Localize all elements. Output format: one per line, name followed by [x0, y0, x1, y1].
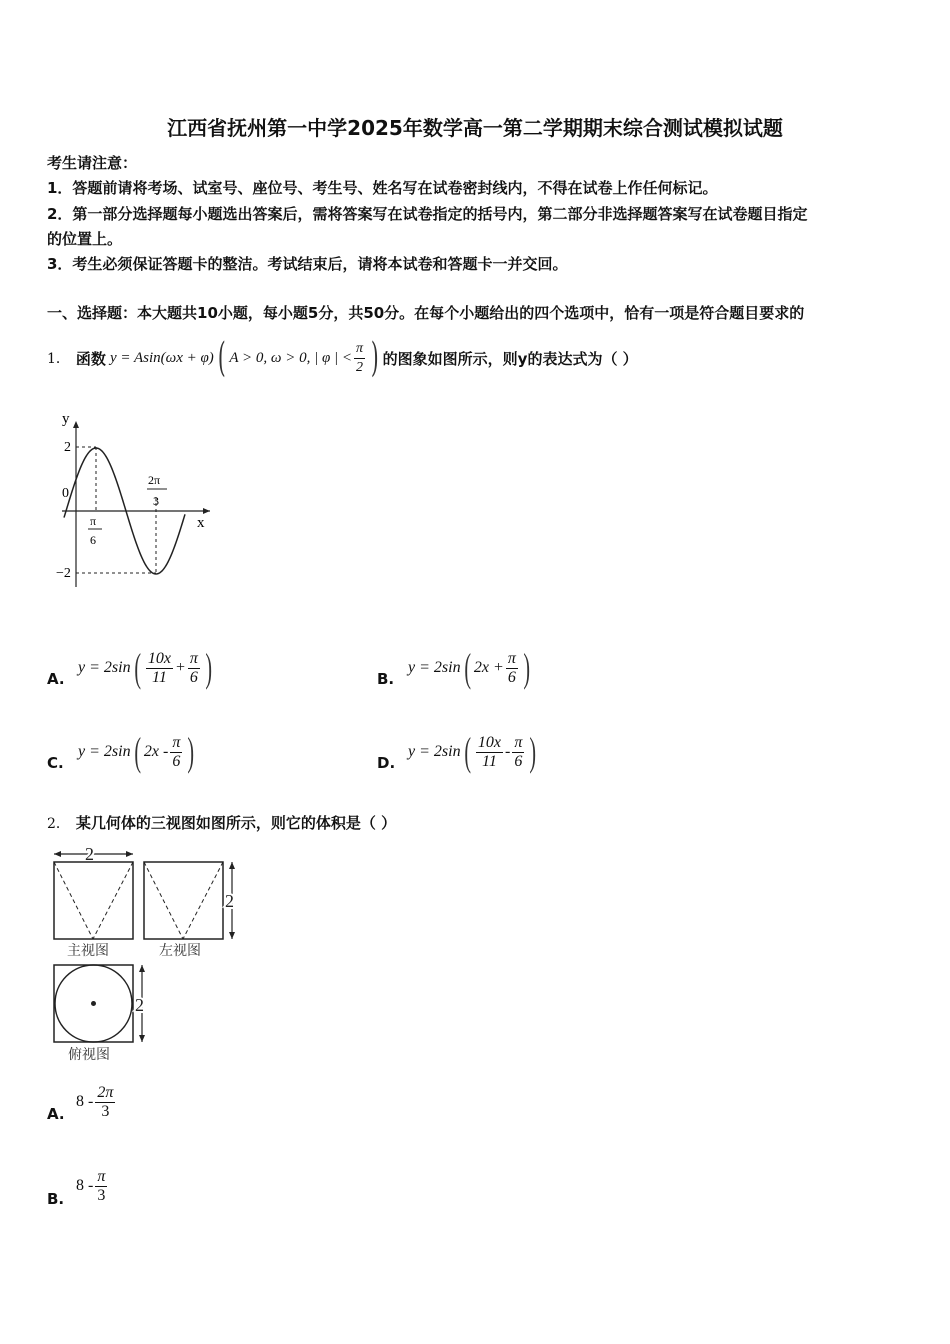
option-d-frac2	[512, 734, 524, 771]
condition: A > 0, ω > 0, | φ | <	[229, 349, 353, 366]
frac-num: 10x	[147, 649, 172, 667]
question-1	[47, 336, 638, 380]
frac-den: 3	[97, 1186, 106, 1204]
paren-left: (	[217, 335, 226, 381]
q2-option-b-lead: 8 -	[76, 1177, 94, 1194]
notice-item-1: 1．答题前请将考场、试室号、座位号、考生号、姓名写在试卷密封线内，不得在试卷上作任何标记。	[47, 179, 718, 197]
option-c-pre: 2x -	[143, 743, 169, 760]
question-number: 2．	[47, 816, 70, 832]
option-b[interactable]	[408, 644, 533, 692]
question-text: 某几何体的三视图如图所示，则它的体积是（ ）	[75, 814, 397, 832]
origin-label: 0	[62, 486, 69, 501]
x-axis-arrow	[203, 508, 210, 514]
frac-den: 6	[514, 752, 523, 770]
sine-graph	[50, 405, 225, 590]
frac-num: π	[354, 340, 365, 359]
frac-num: 10x	[477, 733, 502, 751]
q2-option-b-label[interactable]: B.	[47, 1190, 65, 1208]
condition-fraction	[354, 340, 365, 377]
option-d-frac1	[476, 734, 503, 771]
option-b-label[interactable]: B.	[377, 670, 395, 688]
front-dash-2	[93, 862, 133, 939]
side-dash-1	[144, 862, 183, 939]
front-view-rect	[54, 862, 133, 939]
frac-num: π	[514, 733, 523, 751]
frac-num: 2π	[97, 1083, 114, 1101]
paren-left: (	[133, 645, 141, 690]
option-d-lead: y = 2sin	[408, 743, 461, 760]
frac-den: 11	[482, 752, 497, 770]
option-a-op: +	[175, 659, 186, 676]
option-b-pre: 2x +	[473, 659, 504, 676]
option-c-lead: y = 2sin	[78, 743, 131, 760]
frac-den: 11	[152, 668, 167, 686]
y-label: y	[62, 411, 70, 427]
q2-option-a[interactable]	[76, 1078, 117, 1126]
q2-option-a-frac	[95, 1084, 115, 1121]
front-view-label: 主视图	[67, 943, 109, 959]
top-view-label: 俯视图	[68, 1047, 110, 1063]
page-title: 江西省抚州第一中学2025年数学高一第二学期期末综合测试模拟试题	[167, 116, 783, 140]
section-heading: 一、选择题：本大题共10小题，每小题5分，共50分。在每个小题给出的四个选项中，恰有一项是符合题目要求的	[47, 304, 805, 322]
top-view-center	[91, 1001, 96, 1006]
notice-item-3: 3．考生必须保证答题卡的整洁。考试结束后，请将本试卷和答题卡一并交回。	[47, 255, 568, 273]
function-formula: y = Asin(ωx + φ)	[109, 349, 214, 366]
option-d-op: -	[505, 743, 511, 760]
y-top-label: 2	[64, 440, 71, 455]
arrow-up	[229, 862, 235, 869]
frac-den: 2	[356, 359, 364, 375]
q2-option-b-frac	[95, 1168, 107, 1205]
side-view-label: 左视图	[159, 943, 201, 959]
option-d[interactable]	[408, 728, 540, 776]
arrow-down	[139, 1035, 145, 1042]
front-dash-1	[54, 862, 93, 939]
frac-num: π	[189, 649, 198, 667]
option-c[interactable]	[78, 728, 198, 776]
arrow-down	[229, 932, 235, 939]
paren-left: (	[463, 729, 471, 774]
x-label: x	[197, 515, 205, 531]
arrow-up	[139, 965, 145, 972]
side-dim-label: 2	[225, 891, 234, 911]
option-b-lead: y = 2sin	[408, 659, 461, 676]
side-dash-2	[183, 862, 223, 939]
paren-left: (	[463, 645, 471, 690]
paren-right: )	[523, 645, 530, 690]
front-dim-label: 2	[85, 844, 94, 864]
frac-den: 3	[101, 1102, 110, 1120]
frac-num: π	[172, 733, 181, 751]
notice-item-2-cont: 的位置上。	[47, 230, 123, 248]
arrow-left	[54, 851, 61, 857]
frac-num: π	[97, 1167, 106, 1185]
option-d-label[interactable]: D.	[377, 754, 396, 772]
paren-right: )	[187, 729, 195, 774]
option-b-frac	[506, 650, 518, 687]
arrow-right	[126, 851, 133, 857]
option-c-label[interactable]: C.	[47, 754, 64, 772]
q2-option-a-lead: 8 -	[76, 1093, 94, 1110]
q2-option-b[interactable]	[76, 1162, 109, 1210]
tick-2pi3-num: 2π	[148, 473, 161, 487]
question-suffix: 的图象如图所示，则y的表达式为（ ）	[382, 349, 638, 368]
frac-den: 6	[189, 668, 198, 686]
notice-item-2: 2．第一部分选择题每小题选出答案后，需将答案写在试卷指定的括号内，第二部分非选择题答案写在试卷题目指定	[47, 205, 808, 223]
side-view-rect	[144, 862, 223, 939]
paren-right: )	[205, 645, 212, 690]
frac-num: π	[507, 649, 516, 667]
paren-right: )	[370, 335, 379, 381]
option-a-frac1	[146, 650, 173, 687]
option-c-frac	[170, 734, 182, 771]
top-dim-label: 2	[135, 995, 144, 1015]
q2-option-a-label[interactable]: A.	[47, 1105, 65, 1123]
y-bottom-label: −2	[56, 566, 71, 581]
option-a-lead: y = 2sin	[78, 659, 131, 676]
frac-den: 6	[507, 668, 516, 686]
tick-pi6-num: π	[90, 514, 97, 528]
option-a-label[interactable]: A.	[47, 670, 65, 688]
question-number: 1．	[47, 351, 70, 367]
paren-left: (	[133, 729, 141, 774]
frac-den: 6	[172, 752, 181, 770]
option-a-frac2	[188, 650, 200, 687]
tick-pi6-den: 6	[90, 533, 96, 547]
tick-2pi3-den: 3	[153, 494, 159, 508]
question-prefix: 函数	[75, 349, 106, 368]
y-axis-arrow	[73, 421, 79, 428]
three-view-figure	[45, 843, 245, 1068]
question-2	[47, 812, 396, 833]
notice-heading: 考生请注意：	[47, 154, 138, 172]
paren-right: )	[529, 729, 537, 774]
option-a[interactable]	[78, 644, 215, 692]
